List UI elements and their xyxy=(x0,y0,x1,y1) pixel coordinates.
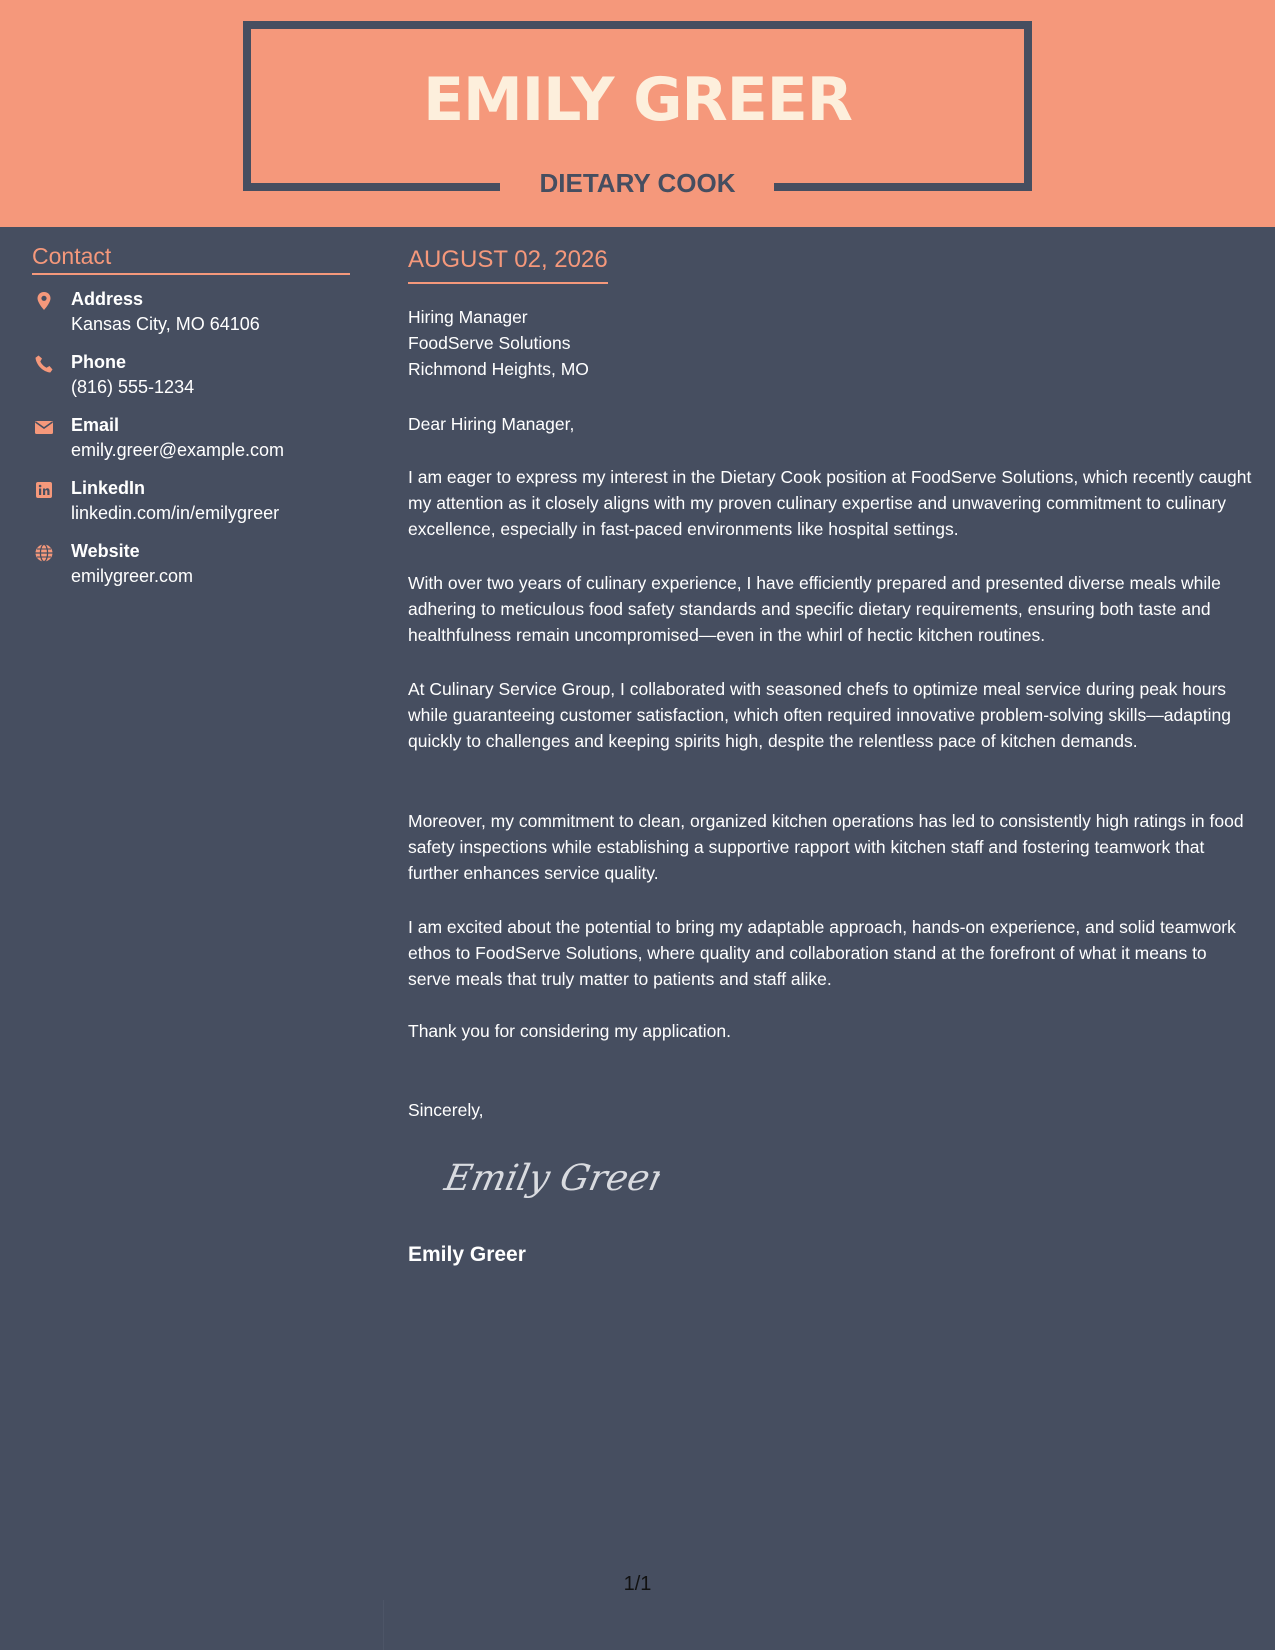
job-title: DIETARY COOK xyxy=(539,168,736,198)
handwritten-signature xyxy=(440,1148,660,1208)
body-paragraph: I am eager to express my interest in the Dietary Cook position at FoodServe Solutions, which recently caught my attention as it closely aligns with my proven culinary expertise and unwavering commitment to culinary excellence, especially in fast-paced environments like hospital settings. xyxy=(408,467,1252,539)
phone-label: Phone xyxy=(71,352,127,372)
linkedin-value[interactable]: linkedin.com/in/emilygreer xyxy=(71,503,280,523)
globe-icon xyxy=(34,543,54,563)
contact-item-email xyxy=(32,413,352,465)
signoff: Sincerely, xyxy=(408,1100,484,1120)
svg-text:Emily Greer: Emily Greer xyxy=(441,1156,660,1199)
contact-item-phone xyxy=(32,350,352,402)
salutation: Dear Hiring Manager, xyxy=(408,414,575,434)
email-label: Email xyxy=(71,415,120,435)
contact-item-website xyxy=(32,539,352,591)
website-value[interactable]: emilygreer.com xyxy=(71,566,194,586)
closing-thanks: Thank you for considering my application. xyxy=(408,1021,731,1041)
contact-item-address xyxy=(32,287,352,339)
linkedin-icon xyxy=(34,480,54,500)
body-paragraph: I am excited about the potential to bring my adaptable approach, hands-on experience, and solid teamwork ethos to FoodServe Solutions, where quality and collaboration stand at the forefront of what it means to serve meals that truly matter to patients and staff alike. xyxy=(408,917,1236,989)
recipient-company: FoodServe Solutions xyxy=(408,333,571,353)
page-indicator: 1/1 xyxy=(623,1573,652,1595)
address-value: Kansas City, MO 64106 xyxy=(71,314,260,334)
contact-item-linkedin xyxy=(32,476,352,528)
header-banner xyxy=(0,0,1275,227)
phone-value: (816) 555-1234 xyxy=(71,377,195,397)
recipient-block xyxy=(408,304,1253,382)
address-label: Address xyxy=(71,289,144,309)
body-paragraph: Moreover, my commitment to clean, organized kitchen operations has led to consistently high ratings in food safety inspections while establishing a supportive rapport with kitchen staff and fostering teamwork that further enhances service quality. xyxy=(408,811,1244,883)
letter-date: AUGUST 02, 2026 xyxy=(408,245,608,284)
contact-heading: Contact xyxy=(32,242,350,275)
email-value[interactable]: emily.greer@example.com xyxy=(71,440,285,460)
signer-name: Emily Greer xyxy=(408,1243,526,1266)
column-divider xyxy=(383,1600,384,1650)
email-icon xyxy=(34,417,54,437)
body-paragraph: At Culinary Service Group, I collaborated with seasoned chefs to optimize meal service during peak hours while guaranteeing customer satisfaction, which often required innovative problem-solving skills—adapting quickly to challenges and keeping spirits high, despite the relentless pace of kitchen demands. xyxy=(408,679,1231,751)
linkedin-label: LinkedIn xyxy=(71,478,146,498)
recipient-location: Richmond Heights, MO xyxy=(408,359,589,379)
location-pin-icon xyxy=(34,291,54,311)
applicant-name: EMILY GREER xyxy=(423,65,852,135)
website-label: Website xyxy=(71,541,140,561)
phone-icon xyxy=(34,354,54,374)
recipient-title: Hiring Manager xyxy=(408,307,528,327)
body-paragraph: With over two years of culinary experience, I have efficiently prepared and presented diverse meals while adhering to meticulous food safety standards and specific dietary requirements, ensuring both taste and healthfulness remain uncompromised—even in the whirl of hectic kitchen routines. xyxy=(408,573,1221,645)
